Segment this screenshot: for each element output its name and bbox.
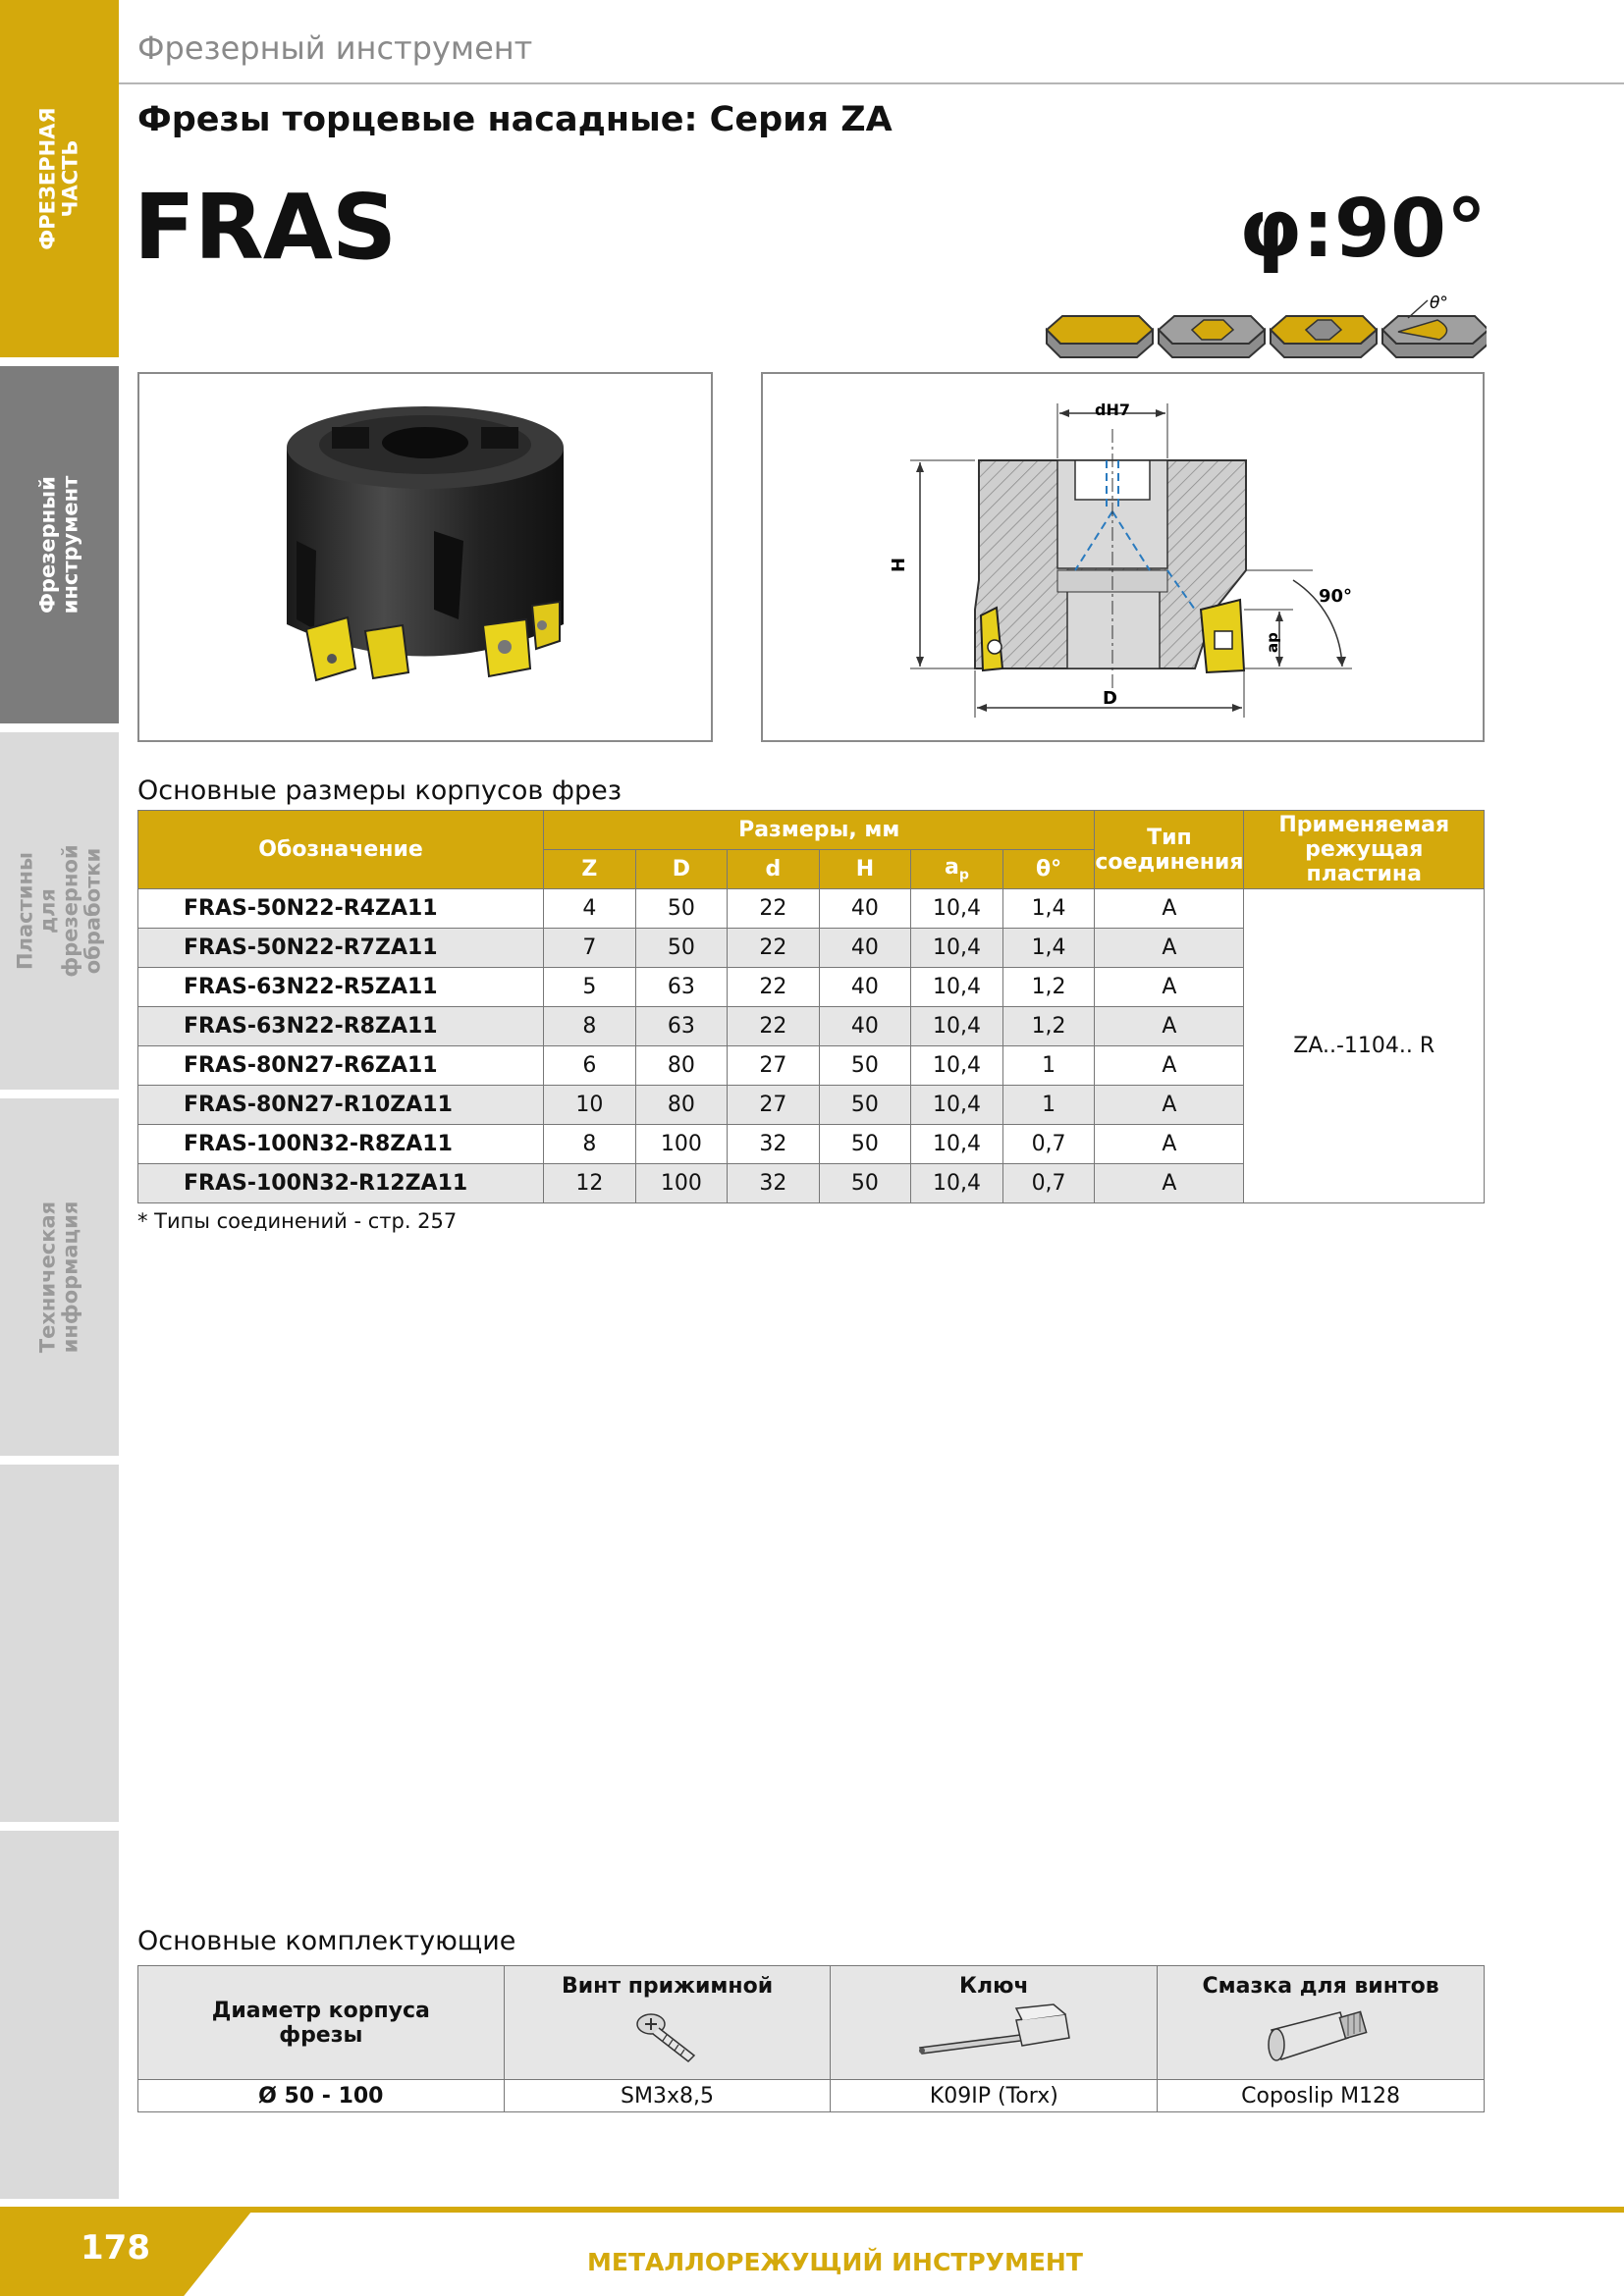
cell-code: FRAS-63N22-R5ZA11 (138, 968, 544, 1007)
acc-value-key: K09IP (Torx) (831, 2080, 1158, 2112)
footer-brand-text: МЕТАЛЛОРЕЖУЩИЙ ИНСТРУМЕНТ (587, 2248, 1083, 2276)
cell-theta: 1 (1002, 1046, 1095, 1086)
cell-d-bore: 22 (728, 929, 819, 968)
cell-d-outer: 50 (635, 889, 728, 929)
cell-ap: 10,4 (911, 1125, 1003, 1164)
cell-connection-type: A (1095, 889, 1244, 929)
cell-z: 8 (544, 1007, 635, 1046)
cell-theta: 1,4 (1002, 889, 1095, 929)
page-title: Фрезы торцевые насадные: Серия ZA (137, 100, 893, 139)
acc-header-lubricant: Смазка для винтов (1158, 1966, 1485, 2080)
cell-z: 6 (544, 1046, 635, 1086)
cell-theta: 1,2 (1002, 968, 1095, 1007)
cell-ap: 10,4 (911, 1164, 1003, 1203)
screw-icon (623, 1999, 712, 2067)
cell-ap: 10,4 (911, 1086, 1003, 1125)
cell-z: 12 (544, 1164, 635, 1203)
cell-h: 50 (819, 1125, 910, 1164)
cell-d-outer: 80 (635, 1046, 728, 1086)
cell-d-bore: 27 (728, 1046, 819, 1086)
cell-d-outer: 63 (635, 968, 728, 1007)
acc-header-key: Ключ (831, 1966, 1158, 2080)
col-header-dimensions: Размеры, мм (544, 811, 1095, 850)
sidebar-tab-label: ФРЕЗЕРНАЯ ЧАСТЬ (35, 107, 82, 250)
cell-d-outer: 63 (635, 1007, 728, 1046)
cell-d-bore: 32 (728, 1125, 819, 1164)
theta-label: θ° (1430, 294, 1448, 313)
cell-connection-type: A (1095, 1086, 1244, 1125)
insert-shape-icons (1043, 291, 1487, 369)
col-header-connection-type: Тип соединения (1095, 811, 1244, 889)
insert-groove-icon (1159, 316, 1265, 357)
cell-d-outer: 100 (635, 1164, 728, 1203)
cell-connection-type: A (1095, 1164, 1244, 1203)
cell-ap: 10,4 (911, 929, 1003, 968)
cutter-cross-section-drawing (763, 374, 1487, 744)
cell-h: 40 (819, 1007, 910, 1046)
acc-header-screw: Винт прижимной (504, 1966, 831, 2080)
dimension-h-label: H (889, 557, 909, 572)
cell-d-outer: 100 (635, 1125, 728, 1164)
cell-ap: 10,4 (911, 1007, 1003, 1046)
cell-h: 40 (819, 968, 910, 1007)
cell-code: FRAS-100N32-R8ZA11 (138, 1125, 544, 1164)
cell-code: FRAS-100N32-R12ZA11 (138, 1164, 544, 1203)
col-header-designation: Обозначение (138, 811, 544, 889)
footnote: * Типы соединений - стр. 257 (137, 1209, 458, 1233)
cell-ap: 10,4 (911, 889, 1003, 929)
insert-flat-icon (1047, 316, 1153, 357)
cell-d-bore: 22 (728, 889, 819, 929)
lubricant-tube-icon (1252, 1999, 1389, 2067)
cell-connection-type: A (1095, 1046, 1244, 1086)
cell-d-bore: 32 (728, 1164, 819, 1203)
footer-divider (157, 2207, 1624, 2213)
cell-ap: 10,4 (911, 1046, 1003, 1086)
accessories-caption: Основные комплектующие (137, 1926, 516, 1956)
cell-d-bore: 22 (728, 1007, 819, 1046)
acc-value-diameter: Ø 50 - 100 (138, 2080, 505, 2112)
cell-theta: 0,7 (1002, 1125, 1095, 1164)
acc-value-lubricant: Coposlip M128 (1158, 2080, 1485, 2112)
acc-header-diameter: Диаметр корпуса фрезы (138, 1966, 505, 2080)
header-divider (119, 82, 1624, 84)
technical-drawing-frame (761, 372, 1485, 742)
cell-connection-type: A (1095, 968, 1244, 1007)
cell-code: FRAS-80N27-R6ZA11 (138, 1046, 544, 1086)
cell-theta: 1 (1002, 1086, 1095, 1125)
cell-z: 7 (544, 929, 635, 968)
cell-connection-type: A (1095, 929, 1244, 968)
accessories-table (137, 1965, 1485, 2112)
cell-d-outer: 50 (635, 929, 728, 968)
milling-cutter-image (139, 374, 715, 744)
sidebar-tab-label: Фрезерный инструмент (35, 475, 82, 614)
cell-h: 50 (819, 1164, 910, 1203)
cell-d-bore: 22 (728, 968, 819, 1007)
angle-90-label: 90° (1319, 586, 1353, 607)
cell-h: 40 (819, 929, 910, 968)
cell-h: 40 (819, 889, 910, 929)
sidebar (0, 0, 119, 2199)
dimensions-table (137, 810, 1485, 1203)
cell-h: 50 (819, 1046, 910, 1086)
main-table-caption: Основные размеры корпусов фрез (137, 775, 623, 806)
section-title: Фрезерный инструмент (137, 29, 533, 67)
sidebar-tab-label: Техническая информация (35, 1201, 82, 1354)
col-header-z: Z (544, 850, 635, 889)
cell-code: FRAS-63N22-R8ZA11 (138, 1007, 544, 1046)
cell-z: 5 (544, 968, 635, 1007)
dimension-ap-label: ap (1264, 632, 1281, 653)
torx-key-icon (900, 1999, 1087, 2067)
cell-z: 8 (544, 1125, 635, 1164)
approach-angle: φ:90° (1238, 183, 1487, 276)
col-header-ap: $a_p$ (911, 850, 1003, 889)
cell-d-outer: 80 (635, 1086, 728, 1125)
col-header-d-bore: d (728, 850, 819, 889)
sidebar-tab-empty[interactable] (0, 1465, 119, 1822)
cell-code: FRAS-50N22-R7ZA11 (138, 929, 544, 968)
acc-value-screw: SM3x8,5 (504, 2080, 831, 2112)
sidebar-tab-milling-tools[interactable] (0, 366, 119, 723)
product-photo-frame (137, 372, 713, 742)
cell-d-bore: 27 (728, 1086, 819, 1125)
table-row (138, 889, 1485, 929)
cell-z: 4 (544, 889, 635, 929)
cell-theta: 0,7 (1002, 1164, 1095, 1203)
product-code: FRAS (134, 175, 397, 280)
sidebar-tab-label: Пластины для фрезерной обработки (13, 844, 105, 978)
col-header-d-outer: D (635, 850, 728, 889)
sidebar-tab-technical-info[interactable] (0, 1098, 119, 1456)
table-row (138, 2080, 1485, 2112)
sidebar-tab-milling-part[interactable] (0, 0, 119, 357)
cell-theta: 1,4 (1002, 929, 1095, 968)
dimension-dh7-label: dH7 (1095, 400, 1130, 419)
cell-insert: ZA..-1104.. R (1244, 889, 1485, 1203)
insert-angle-icon (1382, 294, 1487, 357)
sidebar-tab-milling-inserts[interactable] (0, 732, 119, 1090)
col-header-h: H (819, 850, 910, 889)
page-footer (0, 2199, 1624, 2296)
cell-theta: 1,2 (1002, 1007, 1095, 1046)
cell-connection-type: A (1095, 1007, 1244, 1046)
cell-h: 50 (819, 1086, 910, 1125)
cell-ap: 10,4 (911, 968, 1003, 1007)
cell-code: FRAS-80N27-R10ZA11 (138, 1086, 544, 1125)
cell-z: 10 (544, 1086, 635, 1125)
insert-step-icon (1271, 316, 1377, 357)
col-header-theta: θ° (1002, 850, 1095, 889)
cell-code: FRAS-50N22-R4ZA11 (138, 889, 544, 929)
cell-connection-type: A (1095, 1125, 1244, 1164)
page-number: 178 (81, 2228, 150, 2268)
sidebar-tab-empty[interactable] (0, 1831, 119, 2199)
dimension-d-label: D (1103, 688, 1117, 709)
col-header-insert: Применяемая режущая пластина (1244, 811, 1485, 889)
